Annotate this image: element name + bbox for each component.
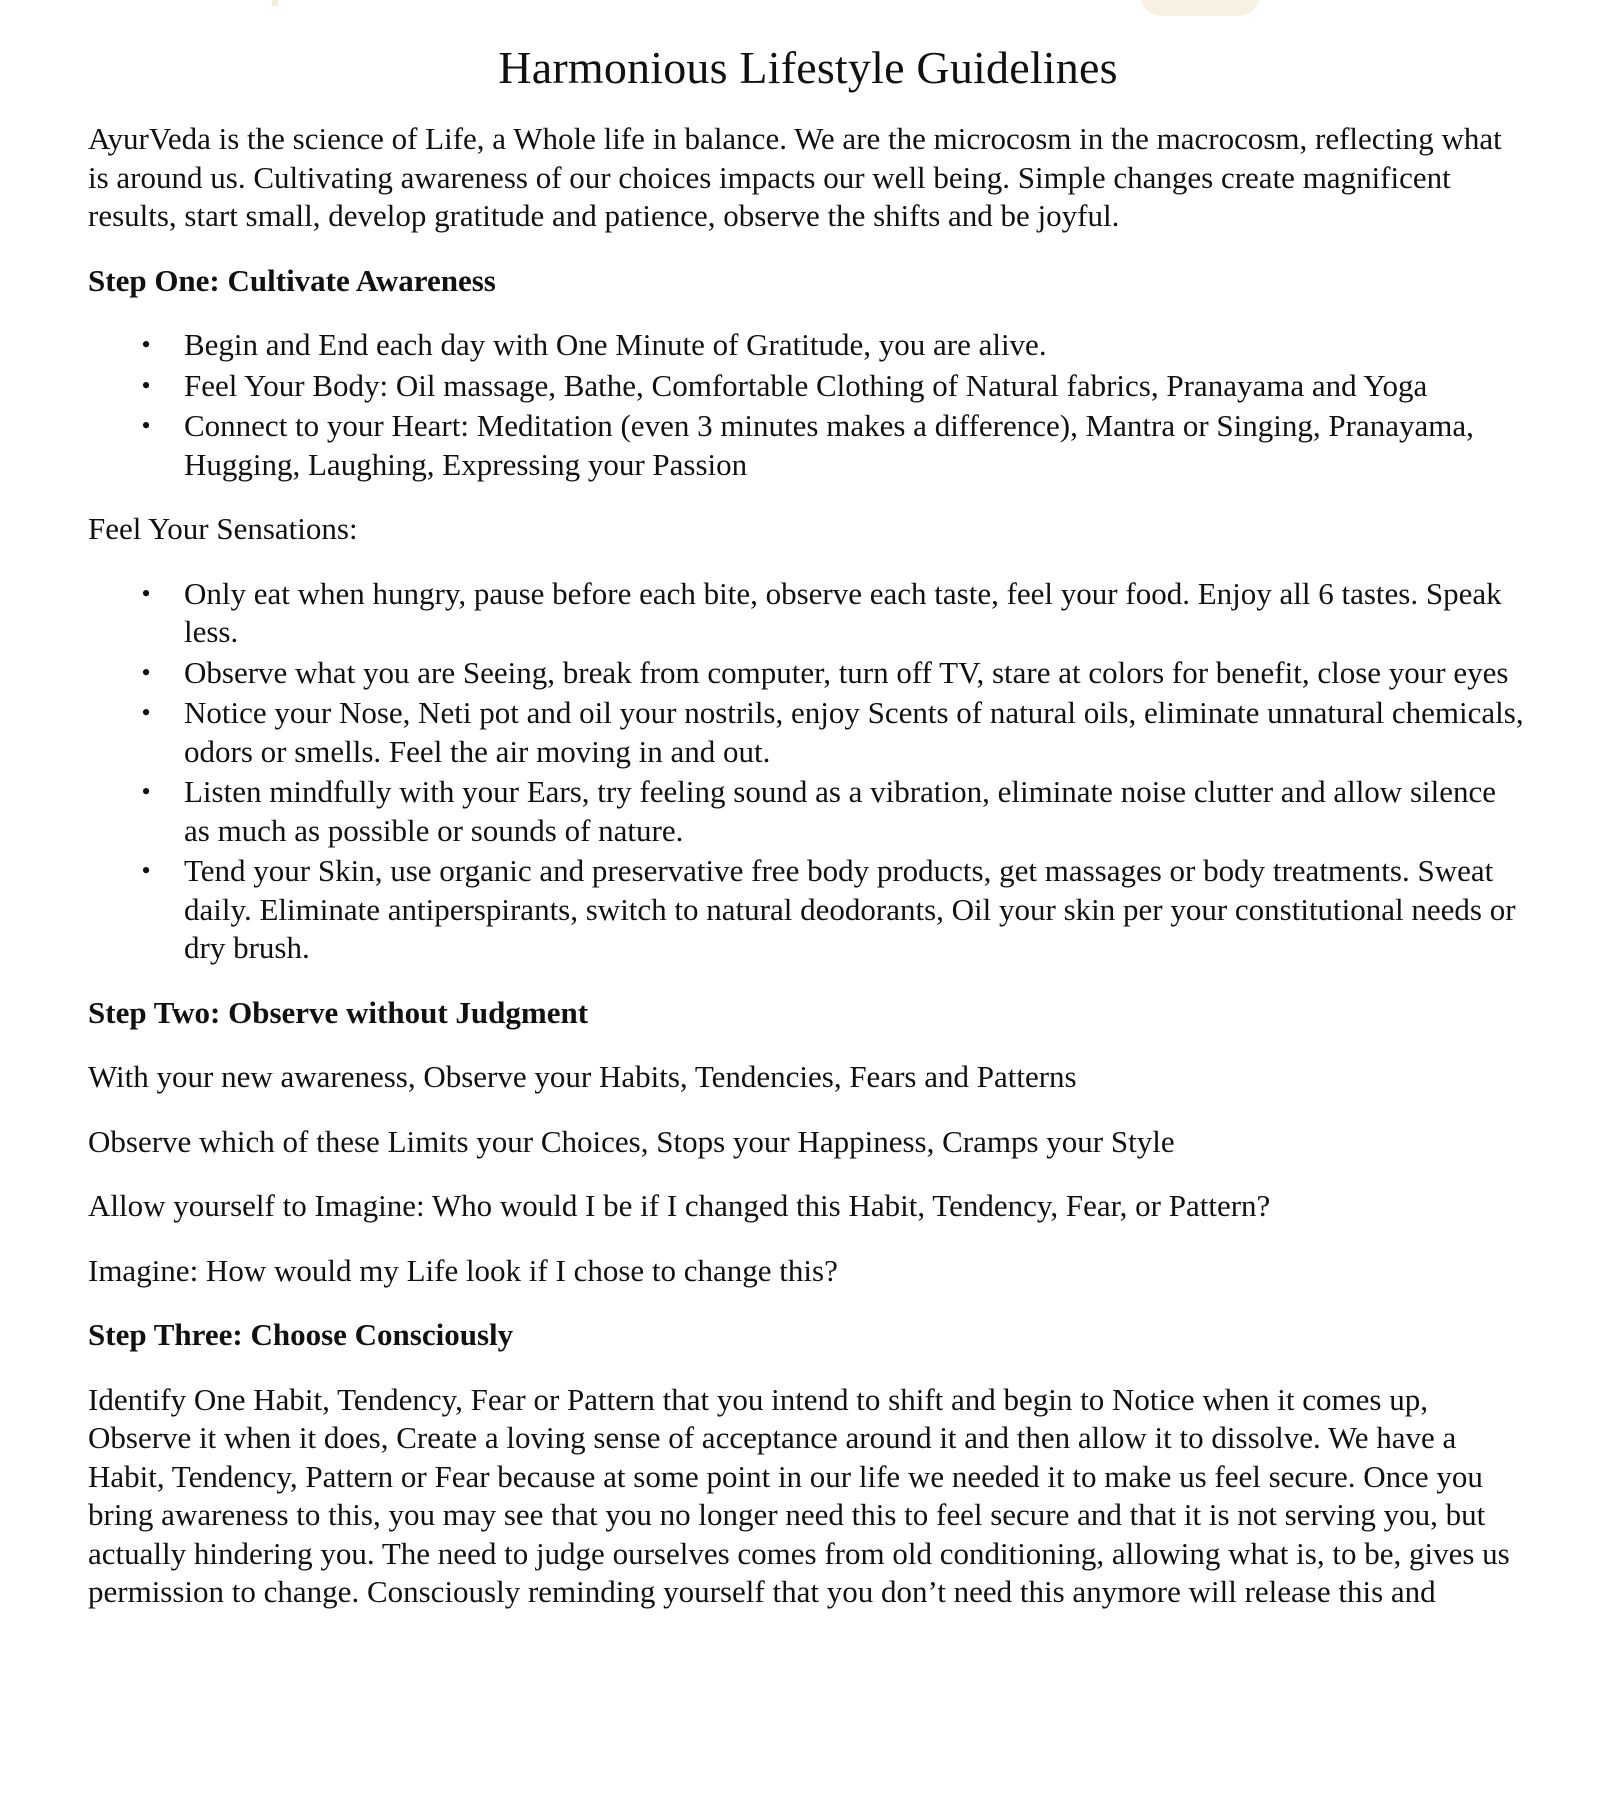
sensations-label: Feel Your Sensations: xyxy=(88,511,358,546)
intro-paragraph: AyurVeda is the science of Life, a Whole life in balance. We are the microcosm in the macrocosm, reflecting what is around us. Cultivating awareness of our choices impacts our well being. Simple changes create magnificent results, start small, develop gratitude and patience, observe the shifts and be joyful. xyxy=(88,121,1502,233)
step-three-heading: Step Three: Choose Consciously xyxy=(88,1317,514,1352)
bullet-icon: • xyxy=(141,370,151,400)
bullet-icon: • xyxy=(141,657,151,687)
bullet-icon: • xyxy=(141,777,151,806)
step-two-paragraph: With your new awareness, Observe your Habits, Tendencies, Fears and Patterns xyxy=(88,1059,1077,1094)
list-item: • Observe what you are Seeing, break from computer, turn off TV, stare at colors for benefit, close your eyes xyxy=(184,654,1528,693)
step-two-paragraph: Allow yourself to Imagine: Who would I be if I changed this Habit, Tendency, Fear, or Pattern? xyxy=(88,1188,1271,1223)
document-body xyxy=(88,38,1528,1638)
bullet-icon: • xyxy=(141,856,151,885)
step-one-list xyxy=(88,326,1528,484)
step-two-heading: Step Two: Observe without Judgment xyxy=(88,994,589,1030)
list-item: • Connect to your Heart: Meditation (even 3 minutes makes a difference), Mantra or Singing, Pranayama, Hugging, Laughing, Expressing your Passion xyxy=(184,407,1528,484)
bullet-icon: • xyxy=(141,698,151,727)
list-item: • Notice your Nose, Neti pot and oil your nostrils, enjoy Scents of natural oils, eliminate unnatural chemicals, odors or smells. Feel the air moving in and out. xyxy=(184,694,1528,771)
list-item: • Begin and End each day with One Minute of Gratitude, you are alive. xyxy=(184,326,1528,365)
step-one-heading: Step One: Cultivate Awareness xyxy=(88,262,496,298)
list-item: • Listen mindfully with your Ears, try feeling sound as a vibration, eliminate noise clutter and allow silence as much as possible or sounds of nature. xyxy=(184,773,1528,850)
decorative-mark xyxy=(272,0,278,6)
bullet-icon: • xyxy=(141,578,151,608)
decorative-swirl xyxy=(1140,0,1260,16)
list-item: • Feel Your Body: Oil massage, Bathe, Comfortable Clothing of Natural fabrics, Pranayama and Yoga xyxy=(184,367,1528,406)
step-two-paragraph: Imagine: How would my Life look if I chose to change this? xyxy=(88,1252,838,1288)
sensations-list xyxy=(88,575,1528,968)
bullet-icon: • xyxy=(141,411,151,440)
list-item: • Tend your Skin, use organic and preservative free body products, get massages or body treatments. Sweat daily. Eliminate antiperspirants, switch to natural deodorants, Oil your skin per your constitutional needs or dry brush. xyxy=(184,852,1528,968)
bullet-icon: • xyxy=(141,330,151,359)
list-item: • Only eat when hungry, pause before each bite, observe each taste, feel your food. Enjoy all 6 tastes. Speak less. xyxy=(184,575,1528,652)
step-two-paragraph: Observe which of these Limits your Choices, Stops your Happiness, Cramps your Style xyxy=(88,1123,1175,1159)
page-title: Harmonious Lifestyle Guidelines xyxy=(498,42,1118,93)
step-three-paragraph: Identify One Habit, Tendency, Fear or Pattern that you intend to shift and begin to Notice when it comes up, Observe it when it does, Create a loving sense of acceptance around it and then allow it to dissolve. We have a Habit, Tendency, Pattern or Fear because at some point in our life we needed it to make us feel secure. Once you bring awareness to this, you may see that you no longer need this to feel secure and that it is not serving you, but actually hindering you. The need to judge ourselves comes from old conditioning, allowing what is, to be, gives us permission to change. Consciously reminding yourself that you don’t need this anymore will release this and xyxy=(88,1381,1510,1609)
